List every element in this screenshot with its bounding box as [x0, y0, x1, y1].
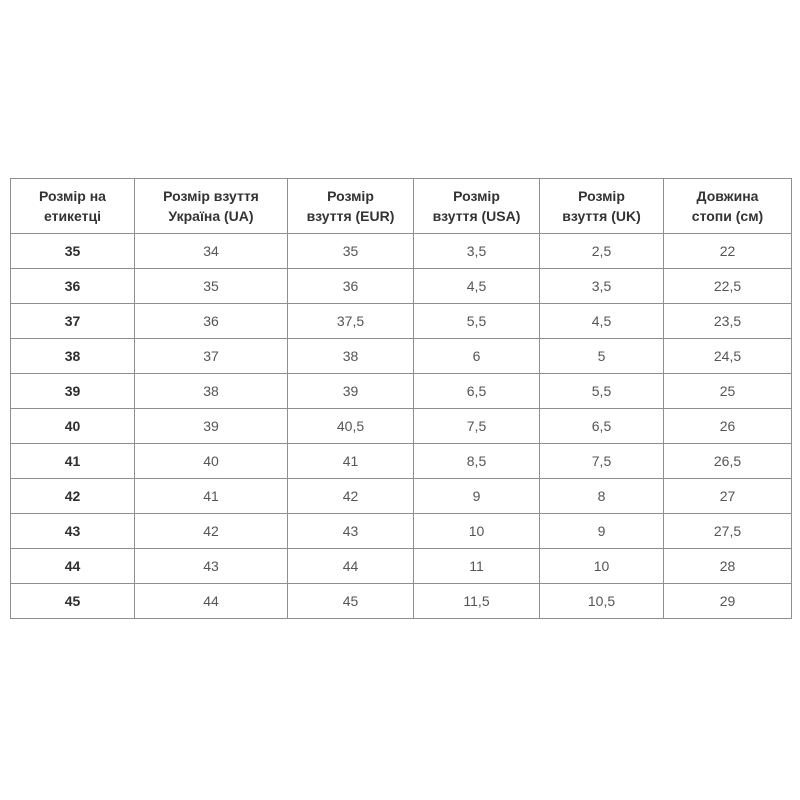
table-cell: 40,5 [288, 409, 414, 444]
table-cell: 26 [664, 409, 792, 444]
table-cell: 35 [135, 269, 288, 304]
table-row [11, 269, 792, 304]
row-label-cell: 44 [11, 549, 135, 584]
table-cell: 41 [288, 444, 414, 479]
table-cell: 37,5 [288, 304, 414, 339]
table-cell: 25 [664, 374, 792, 409]
table-cell: 39 [135, 409, 288, 444]
table-cell: 10,5 [540, 584, 664, 619]
header-line: Розмір [327, 188, 374, 204]
table-cell: 7,5 [540, 444, 664, 479]
row-label-cell: 43 [11, 514, 135, 549]
row-label-cell: 36 [11, 269, 135, 304]
table-row [11, 234, 792, 269]
table-cell: 23,5 [664, 304, 792, 339]
header-row [11, 179, 792, 234]
table-cell: 6,5 [414, 374, 540, 409]
size-table-body [11, 234, 792, 619]
table-row [11, 584, 792, 619]
table-cell: 36 [288, 269, 414, 304]
table-cell: 43 [288, 514, 414, 549]
header-size-uk [540, 179, 664, 234]
table-cell: 45 [288, 584, 414, 619]
header-line: Розмір взуття [163, 188, 259, 204]
row-label-cell: 37 [11, 304, 135, 339]
table-cell: 11 [414, 549, 540, 584]
table-cell: 6,5 [540, 409, 664, 444]
table-cell: 3,5 [414, 234, 540, 269]
table-row [11, 444, 792, 479]
header-size-usa [414, 179, 540, 234]
table-cell: 26,5 [664, 444, 792, 479]
table-cell: 6 [414, 339, 540, 374]
table-cell: 5,5 [540, 374, 664, 409]
table-cell: 27 [664, 479, 792, 514]
table-cell: 7,5 [414, 409, 540, 444]
header-line: Розмір [453, 188, 500, 204]
table-cell: 42 [288, 479, 414, 514]
table-cell: 38 [135, 374, 288, 409]
table-cell: 40 [135, 444, 288, 479]
header-line: Україна (UA) [168, 208, 254, 224]
table-row [11, 479, 792, 514]
table-cell: 5,5 [414, 304, 540, 339]
table-cell: 2,5 [540, 234, 664, 269]
row-label-cell: 41 [11, 444, 135, 479]
header-line: Розмір на [39, 188, 106, 204]
table-cell: 10 [540, 549, 664, 584]
header-line: етикетці [43, 208, 102, 224]
header-line: Довжина [696, 188, 759, 204]
table-cell: 8 [540, 479, 664, 514]
table-cell: 22,5 [664, 269, 792, 304]
table-cell: 22 [664, 234, 792, 269]
header-line: взуття (EUR) [306, 208, 395, 224]
table-cell: 43 [135, 549, 288, 584]
header-size-on-label [11, 179, 135, 234]
table-cell: 28 [664, 549, 792, 584]
table-cell: 34 [135, 234, 288, 269]
table-cell: 9 [414, 479, 540, 514]
header-line: Розмір [578, 188, 625, 204]
row-label-cell: 39 [11, 374, 135, 409]
table-cell: 44 [288, 549, 414, 584]
table-cell: 3,5 [540, 269, 664, 304]
table-cell: 8,5 [414, 444, 540, 479]
header-size-eur [288, 179, 414, 234]
table-cell: 4,5 [414, 269, 540, 304]
shoe-size-conversion-table [10, 178, 792, 619]
table-cell: 29 [664, 584, 792, 619]
header-line: взуття (USA) [432, 208, 521, 224]
row-label-cell: 35 [11, 234, 135, 269]
table-cell: 10 [414, 514, 540, 549]
table-cell: 35 [288, 234, 414, 269]
table-row [11, 514, 792, 549]
table-cell: 44 [135, 584, 288, 619]
table-row [11, 374, 792, 409]
header-line: взуття (UK) [562, 208, 641, 224]
table-cell: 5 [540, 339, 664, 374]
table-row [11, 409, 792, 444]
table-cell: 4,5 [540, 304, 664, 339]
table-cell: 41 [135, 479, 288, 514]
table-cell: 42 [135, 514, 288, 549]
row-label-cell: 45 [11, 584, 135, 619]
table-row [11, 304, 792, 339]
table-cell: 36 [135, 304, 288, 339]
table-row [11, 549, 792, 584]
table-cell: 27,5 [664, 514, 792, 549]
header-line: стопи (см) [691, 208, 764, 224]
header-size-ua [135, 179, 288, 234]
row-label-cell: 42 [11, 479, 135, 514]
table-row [11, 339, 792, 374]
table-cell: 38 [288, 339, 414, 374]
table-header [11, 179, 792, 234]
row-label-cell: 38 [11, 339, 135, 374]
table-cell: 9 [540, 514, 664, 549]
table-cell: 11,5 [414, 584, 540, 619]
table-cell: 24,5 [664, 339, 792, 374]
row-label-cell: 40 [11, 409, 135, 444]
table-cell: 39 [288, 374, 414, 409]
table-cell: 37 [135, 339, 288, 374]
header-foot-length [664, 179, 792, 234]
